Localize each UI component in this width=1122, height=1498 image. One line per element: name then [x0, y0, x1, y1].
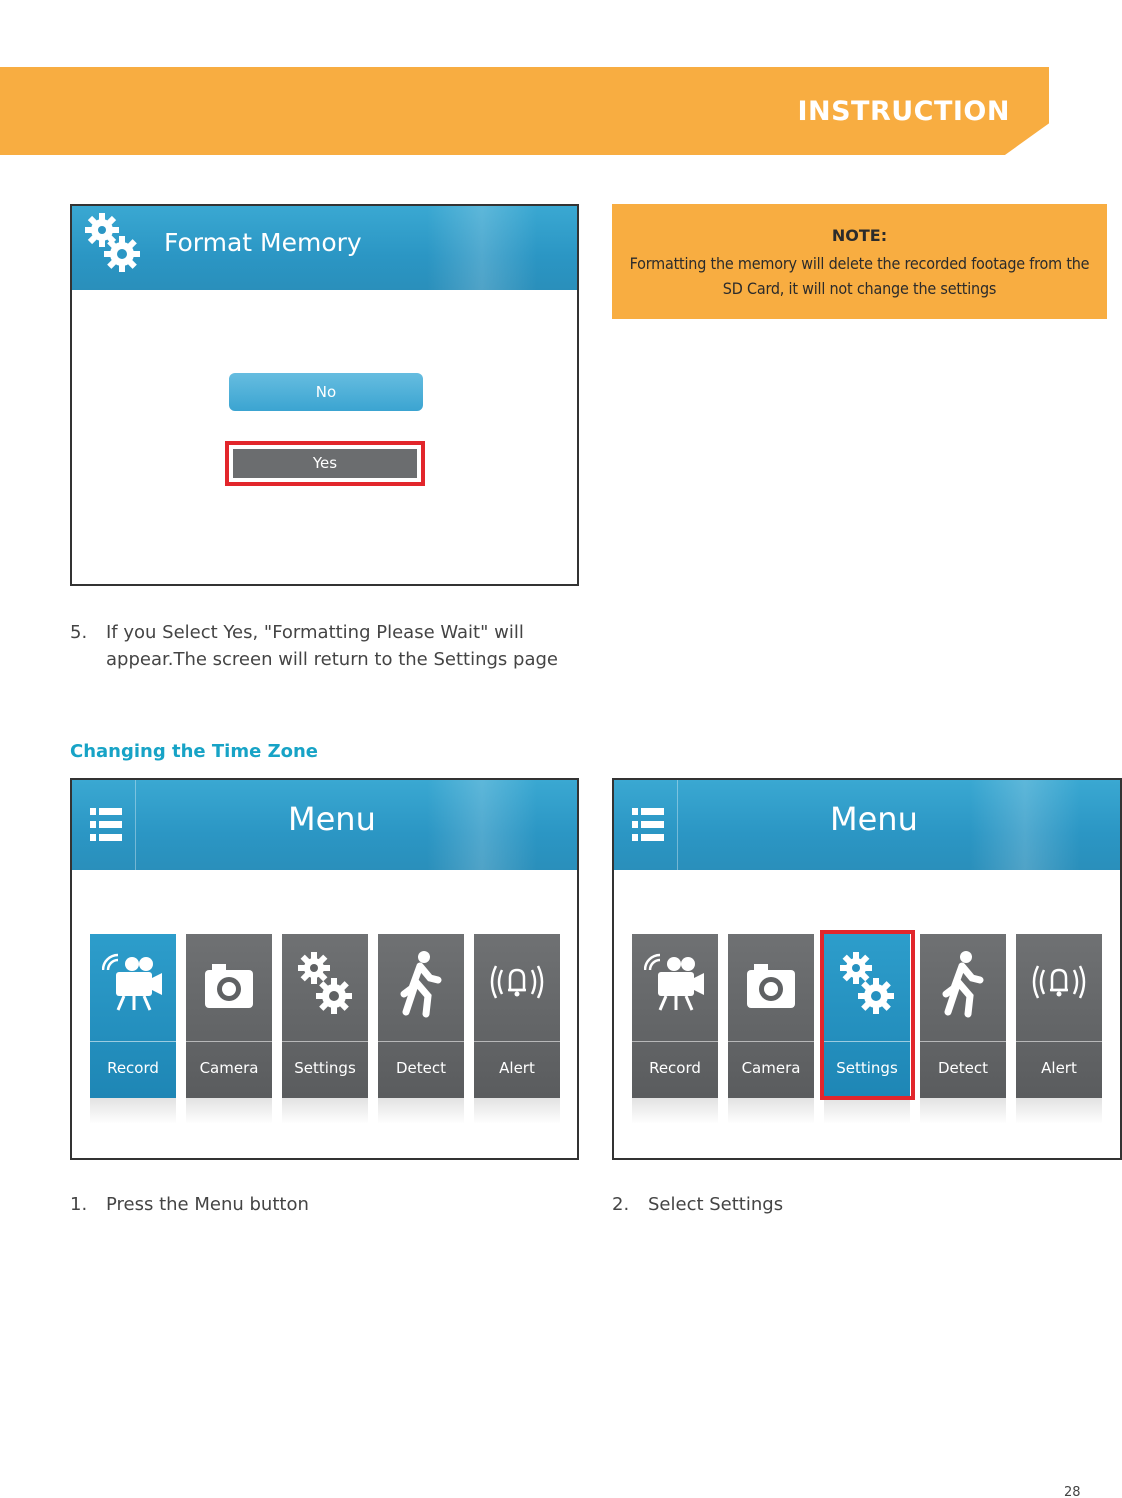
tile-separator [632, 1041, 718, 1042]
tile-reflection [186, 1098, 272, 1124]
camera-icon [198, 948, 260, 1020]
alarm-bell-icon [486, 948, 548, 1020]
tile-separator [1016, 1041, 1102, 1042]
yes-button[interactable]: Yes [233, 449, 417, 478]
alert-tile[interactable] [1016, 934, 1102, 1098]
alarm-bell-icon [1028, 948, 1090, 1020]
format-memory-title: Format Memory [164, 228, 362, 257]
camera-label: Camera [199, 1059, 259, 1077]
step-number: 5. [70, 622, 88, 643]
alert-label: Alert [499, 1059, 535, 1077]
record-tile[interactable] [90, 934, 176, 1098]
step-2 [612, 1191, 1012, 1219]
detect-label: Detect [395, 1059, 447, 1077]
record-camera-icon [644, 948, 706, 1020]
settings-label: Settings [294, 1059, 356, 1077]
tile-reflection [824, 1098, 910, 1124]
record-label: Record [107, 1059, 159, 1077]
camera-label: Camera [741, 1059, 801, 1077]
tile-reflection [90, 1098, 176, 1124]
step-text-line2: appear.The screen will return to the Settings page [106, 649, 558, 670]
alert-tile[interactable] [474, 934, 560, 1098]
settings-highlight-box [820, 930, 915, 1100]
step-text-line1: If you Select Yes, "Formatting Please Wait" will [106, 622, 524, 643]
menu-tiles [90, 934, 560, 1098]
tile-separator [920, 1041, 1006, 1042]
tile-reflection [920, 1098, 1006, 1124]
menu-screenshot-1 [70, 778, 579, 1160]
tile-separator [728, 1041, 814, 1042]
menu-list-icon[interactable] [90, 808, 122, 842]
detect-label: Detect [937, 1059, 989, 1077]
step-1 [70, 1191, 470, 1219]
record-label: Record [649, 1059, 701, 1077]
tile-separator [474, 1041, 560, 1042]
step-text: Press the Menu button [106, 1194, 309, 1215]
tile-separator [186, 1041, 272, 1042]
camera-tile[interactable] [728, 934, 814, 1098]
section-title: Changing the Time Zone [70, 741, 319, 762]
walking-person-icon [390, 948, 452, 1020]
gear-icon [82, 210, 142, 276]
camera-tile[interactable] [186, 934, 272, 1098]
tile-reflection [632, 1098, 718, 1124]
tile-reflection [282, 1098, 368, 1124]
tile-reflection [728, 1098, 814, 1124]
tile-separator [90, 1041, 176, 1042]
step-5 [70, 619, 590, 675]
tile-separator [282, 1041, 368, 1042]
step-text: Select Settings [648, 1194, 784, 1215]
format-memory-header [72, 206, 577, 290]
note-body: Formatting the memory will delete the recorded footage from the SD Card, it will not change the settings [629, 254, 1090, 298]
menu-screenshot-2 [612, 778, 1122, 1160]
detect-tile[interactable] [920, 934, 1006, 1098]
note-box [612, 204, 1107, 319]
detect-tile[interactable] [378, 934, 464, 1098]
menu-header [72, 780, 577, 870]
menu-header [614, 780, 1120, 870]
header-title: INSTRUCTION [797, 96, 1010, 127]
settings-label: Settings [836, 1059, 898, 1077]
note-title: NOTE: [831, 226, 888, 245]
header-divider [135, 780, 136, 870]
settings-tile[interactable] [282, 934, 368, 1098]
format-memory-screenshot [70, 204, 579, 586]
no-button[interactable]: No [229, 373, 423, 411]
alert-label: Alert [1041, 1059, 1077, 1077]
walking-person-icon [932, 948, 994, 1020]
tile-reflection [1016, 1098, 1102, 1124]
step-number: 2. [612, 1194, 630, 1215]
step-number: 1. [70, 1194, 88, 1215]
yes-highlight-box [225, 441, 425, 486]
tile-separator [378, 1041, 464, 1042]
camera-icon [740, 948, 802, 1020]
menu-title: Menu [288, 800, 376, 838]
gear-icon [294, 948, 356, 1020]
menu-title: Menu [830, 800, 918, 838]
menu-list-icon[interactable] [632, 808, 664, 842]
header-divider [677, 780, 678, 870]
tile-reflection [378, 1098, 464, 1124]
page-number: 28 [1064, 1485, 1081, 1498]
tile-reflection [474, 1098, 560, 1124]
record-tile[interactable] [632, 934, 718, 1098]
record-camera-icon [102, 948, 164, 1020]
